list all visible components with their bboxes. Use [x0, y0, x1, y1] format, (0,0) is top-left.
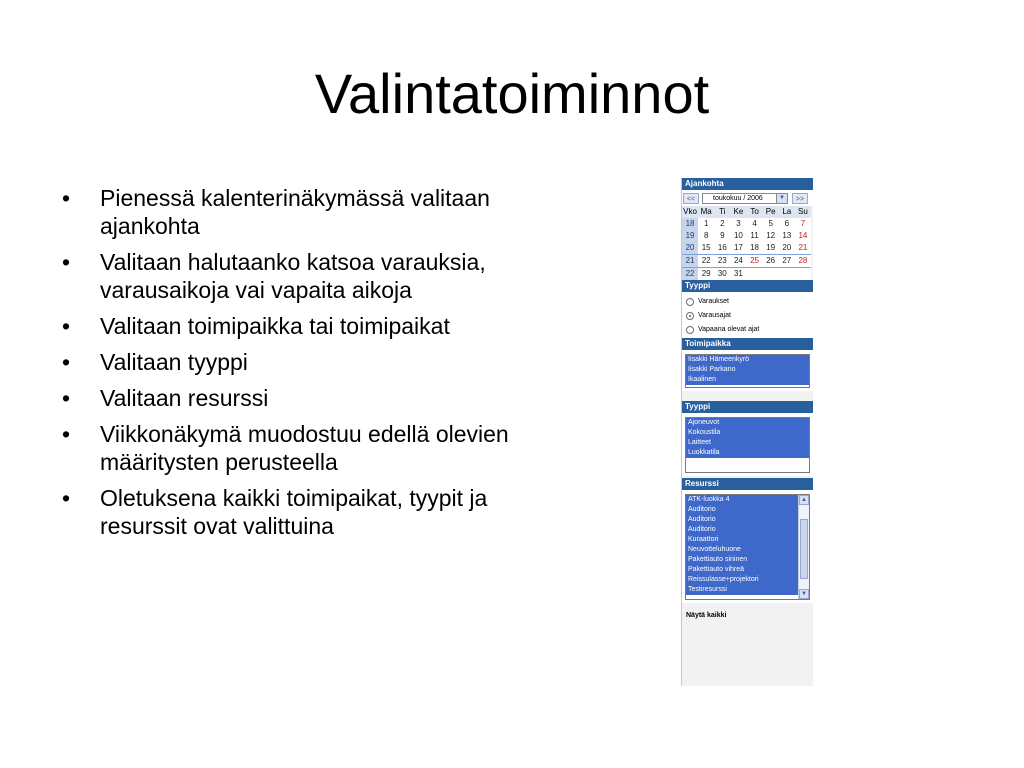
calendar-week-number[interactable]: 20 — [682, 242, 698, 255]
bullet-text: Viikkonäkymä muodostuu edellä olevien määritysten perusteella — [100, 421, 509, 475]
view-type-label: Varausajat — [698, 312, 731, 319]
calendar-week-number[interactable]: 21 — [682, 255, 698, 268]
tyyppi-list-header: Tyyppi — [682, 401, 813, 414]
ajankohta-header: Ajankohta — [682, 178, 813, 191]
calendar-day-header: Su — [795, 206, 811, 218]
calendar-day[interactable]: 26 — [763, 255, 779, 268]
calendar-day[interactable]: 30 — [717, 269, 727, 278]
calendar-day[interactable]: 9 — [720, 231, 725, 240]
calendar-day[interactable]: 2 — [720, 219, 725, 228]
calendar-day[interactable]: 8 — [703, 231, 709, 240]
bullet-text: Oletuksena kaikki toimipaikat, tyypit ja resurssit ovat valittuina — [100, 485, 488, 539]
calendar-day[interactable]: 21 — [798, 243, 808, 252]
calendar-day[interactable]: 10 — [733, 231, 743, 240]
bullet-item — [60, 384, 510, 412]
calendar-day[interactable]: 13 — [782, 231, 792, 240]
calendar-week-row — [682, 255, 811, 268]
bullet-text: Pienessä kalenterinäkymässä valitaan ajankohta — [100, 185, 490, 239]
toimipaikka-listbox[interactable] — [685, 354, 810, 388]
resurssi-header: Resurssi — [682, 478, 813, 491]
bullet-text: Valitaan toimipaikka tai toimipaikat — [100, 313, 450, 339]
list-option[interactable]: Kokoustila — [686, 428, 809, 438]
bullet-marker: • — [62, 385, 71, 411]
calendar-day-header: Ti — [714, 206, 730, 218]
resurssi-listbox[interactable] — [685, 494, 810, 600]
list-option[interactable]: Pakettiauto vihreä — [686, 565, 809, 575]
list-option[interactable]: Iisakki Hämeenkyrö — [686, 355, 809, 365]
bullet-marker: • — [62, 485, 71, 511]
tyyppi-listbox[interactable] — [685, 417, 810, 473]
calendar-day-header: Vko — [683, 207, 697, 216]
calendar-day[interactable]: 17 — [733, 243, 743, 252]
bullet-marker: • — [62, 249, 71, 275]
calendar-day[interactable]: 11 — [750, 231, 759, 240]
calendar-day[interactable]: 27 — [779, 255, 795, 268]
bullet-item — [60, 248, 510, 304]
calendar-day[interactable]: 7 — [800, 219, 806, 228]
scroll-down-icon[interactable]: ▼ — [799, 589, 809, 599]
list-option[interactable]: Luokkatila — [686, 448, 809, 458]
calendar-day[interactable]: 6 — [784, 219, 790, 228]
view-type-option[interactable] — [685, 309, 813, 323]
calendar-day[interactable]: 28 — [795, 255, 811, 268]
list-option[interactable]: Auditorio — [686, 525, 809, 535]
calendar-week-row — [682, 218, 811, 230]
list-option[interactable]: Ikaalinen — [686, 375, 809, 385]
calendar-day[interactable]: 14 — [798, 231, 808, 240]
month-navigation — [682, 191, 813, 206]
list-option[interactable]: Auditorio — [686, 515, 809, 525]
bullet-text: Valitaan resurssi — [100, 385, 269, 411]
scroll-up-icon[interactable]: ▲ — [799, 495, 809, 505]
calendar-week-number[interactable]: 18 — [682, 218, 698, 230]
calendar-day[interactable]: 24 — [730, 255, 746, 268]
calendar-day-header: Pe — [763, 206, 779, 218]
calendar-day — [795, 268, 811, 281]
filter-panel — [681, 178, 813, 686]
bullet-item — [60, 184, 510, 240]
calendar-day[interactable]: 31 — [733, 269, 743, 278]
radio-button[interactable] — [686, 326, 694, 334]
calendar-week-number[interactable]: 19 — [682, 230, 698, 242]
bullet-marker: • — [62, 349, 71, 375]
view-type-option[interactable] — [685, 323, 813, 337]
scroll-thumb[interactable] — [800, 519, 808, 579]
calendar-day[interactable]: 3 — [736, 219, 741, 228]
calendar-week-row — [682, 230, 811, 242]
calendar-day[interactable]: 22 — [698, 255, 714, 268]
calendar-day[interactable]: 25 — [747, 255, 763, 268]
list-option[interactable]: Auditorio — [686, 505, 809, 515]
mini-calendar — [682, 206, 811, 280]
view-type-radio-group — [682, 293, 813, 338]
bullet-item — [60, 484, 510, 540]
calendar-day — [779, 268, 795, 281]
month-select[interactable] — [702, 193, 788, 204]
bullet-marker: • — [62, 313, 71, 339]
calendar-day[interactable]: 20 — [782, 243, 792, 252]
radio-button[interactable] — [686, 312, 694, 320]
bullet-item — [60, 420, 510, 476]
slide-title: Valintatoiminnot — [314, 62, 710, 125]
resurssi-scrollbar[interactable] — [798, 495, 809, 599]
radio-button[interactable] — [686, 298, 694, 306]
calendar-day-header: To — [747, 206, 763, 218]
tyyppi-view-header: Tyyppi — [682, 280, 813, 293]
calendar-day-header: Ke — [730, 206, 746, 218]
calendar-day[interactable]: 16 — [717, 243, 727, 252]
calendar-week-row — [682, 242, 811, 255]
calendar-day[interactable]: 5 — [768, 219, 773, 228]
calendar-day[interactable]: 19 — [766, 243, 776, 252]
list-option[interactable]: Kuraattori — [686, 535, 809, 545]
bullet-marker: • — [62, 421, 71, 447]
calendar-day — [763, 268, 779, 281]
view-type-label: Vapaana olevat ajat — [698, 326, 760, 333]
list-option[interactable]: Ajoneuvot — [686, 418, 809, 428]
bullet-text: Valitaan tyyppi — [100, 349, 248, 375]
calendar-day[interactable]: 23 — [714, 255, 730, 268]
toimipaikka-header: Toimipaikka — [682, 338, 813, 351]
bullet-list — [60, 184, 510, 548]
prev-month-button[interactable]: << — [683, 193, 699, 204]
bullet-item — [60, 312, 510, 340]
next-month-button[interactable]: >> — [792, 193, 808, 204]
bullet-item — [60, 348, 510, 376]
view-type-option[interactable] — [685, 295, 813, 309]
calendar-day[interactable]: 4 — [752, 219, 757, 228]
calendar-day-header-row — [682, 206, 811, 218]
list-option[interactable]: Iisakki Parkano — [686, 365, 809, 375]
calendar-day — [747, 268, 763, 281]
calendar-day[interactable]: 18 — [750, 243, 760, 252]
list-option[interactable]: Reissulasse+projektori — [686, 575, 809, 585]
list-option[interactable]: Testiresurssi — [686, 585, 809, 595]
list-option[interactable]: Laitteet — [686, 438, 809, 448]
chevron-down-icon: ▼ — [776, 194, 787, 203]
bullet-marker: • — [62, 185, 71, 211]
list-option[interactable]: Neuvotteluhuone — [686, 545, 809, 555]
calendar-day[interactable]: 1 — [703, 219, 709, 228]
calendar-week-row — [682, 268, 811, 281]
calendar-day-header: La — [779, 206, 795, 218]
month-select-value: toukokuu / 2006 — [713, 195, 763, 202]
show-all-button[interactable]: Näytä kaikki — [686, 612, 727, 619]
view-type-label: Varaukset — [698, 298, 729, 305]
calendar-day-header: Ma — [698, 206, 714, 218]
calendar-week-number[interactable]: 22 — [682, 268, 698, 281]
bullet-text: Valitaan halutaanko katsoa varauksia, varausaikoja vai vapaita aikoja — [100, 249, 486, 303]
calendar-day[interactable]: 15 — [701, 243, 711, 252]
calendar-day[interactable]: 12 — [766, 231, 776, 240]
calendar-day[interactable]: 29 — [701, 269, 711, 278]
list-option[interactable]: ATK-luokka 4 — [686, 495, 809, 505]
list-option[interactable]: Pakettiauto sininen — [686, 555, 809, 565]
